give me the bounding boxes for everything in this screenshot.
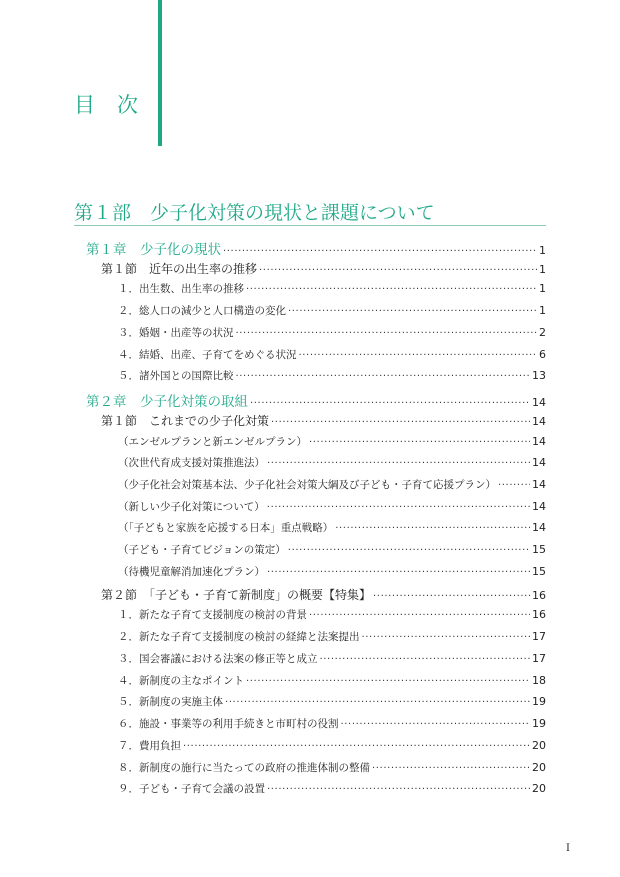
dot-leader	[267, 458, 530, 469]
toc-entry-title: ２．総人口の減少と人口構造の変化	[118, 305, 286, 318]
toc-entry-title: 第１章 少子化の現状	[86, 242, 221, 258]
toc-page-number: 14	[532, 456, 546, 470]
dot-leader	[320, 654, 531, 665]
toc-item-row[interactable]	[118, 673, 546, 688]
toc-entry-title: １．新たな子育て支援制度の検討の背景	[118, 609, 307, 622]
dot-leader	[335, 523, 530, 534]
dot-leader	[267, 502, 530, 513]
toc-item-row[interactable]	[118, 347, 546, 362]
toc-entry-title: （待機児童解消加速化プラン）	[118, 565, 265, 578]
toc-entry-title: ７．費用負担	[118, 739, 181, 752]
toc-page-number: 16	[532, 588, 546, 602]
toc-entry-title: ８．新制度の施行に当たっての政府の推進体制の整備	[118, 761, 370, 774]
toc-entry-title: 第２章 少子化対策の取組	[86, 394, 248, 411]
toc-page-number: 19	[532, 695, 546, 709]
dot-leader	[288, 306, 537, 317]
dot-leader	[246, 676, 530, 687]
toc-item-row[interactable]	[118, 760, 546, 775]
toc-item-row[interactable]	[118, 455, 546, 470]
page-title-right: 次	[117, 93, 138, 117]
page-number: I	[566, 843, 570, 854]
toc-entry-title: （エンゼルプランと新エンゼルプラン）	[118, 435, 307, 448]
dot-leader	[236, 371, 531, 382]
toc-page-number: 17	[532, 630, 546, 644]
toc-entry-title: ５．新制度の実施主体	[118, 696, 223, 709]
dot-leader	[223, 246, 537, 257]
toc-entry-title: ５．諸外国との国際比較	[118, 370, 234, 383]
toc-item-row[interactable]	[118, 629, 546, 644]
toc-page-number: 17	[532, 651, 546, 665]
toc-page-number: 1	[539, 282, 546, 296]
toc-page-number: 14	[532, 478, 546, 492]
dot-leader	[362, 632, 531, 643]
dot-leader	[267, 784, 530, 795]
toc-page-number: 14	[532, 414, 546, 428]
dot-leader	[373, 591, 530, 602]
dot-leader	[236, 328, 538, 339]
toc-entry-title: ３．国会審議における法案の修正等と成立	[118, 652, 318, 665]
toc-section-row[interactable]	[101, 586, 546, 603]
toc-page-number: 6	[539, 347, 546, 361]
dot-leader	[250, 398, 530, 409]
toc-entry-title: ６．施設・事業等の利用手続きと市町村の役割	[118, 718, 339, 731]
dot-leader	[341, 719, 531, 730]
dot-leader	[225, 697, 530, 708]
toc-page-number: 14	[532, 396, 546, 410]
toc-item-row[interactable]	[118, 607, 546, 622]
toc-entry-title: （新しい少子化対策について）	[118, 500, 265, 513]
toc-page-number: 1	[539, 262, 546, 276]
dot-leader	[183, 741, 530, 752]
toc-entry-title: （少子化社会対策基本法、少子化社会対策大綱及び子ども・子育て応援プラン）	[118, 479, 496, 492]
toc-entry-title: 第２節 「子ども・子育て新制度」の概要【特集】	[101, 587, 372, 602]
toc-entry-title: ３．婚姻・出産等の状況	[118, 326, 234, 339]
toc-entry-title: 第１節 これまでの少子化対策	[101, 413, 270, 428]
dot-leader	[309, 437, 530, 448]
toc-page-number: 14	[532, 434, 546, 448]
toc-section-row[interactable]	[101, 260, 546, 277]
part-heading: 第１部 少子化対策の現状と課題について	[74, 202, 435, 224]
toc-item-row[interactable]	[118, 434, 546, 449]
toc-item-row[interactable]	[118, 520, 546, 535]
toc-item-row[interactable]	[118, 477, 546, 492]
dot-leader	[267, 567, 530, 578]
toc-page-number: 2	[539, 325, 546, 339]
toc-page-number: 20	[532, 738, 546, 752]
dot-leader	[259, 265, 537, 276]
toc-item-row[interactable]	[118, 281, 546, 296]
dot-leader	[271, 417, 530, 428]
toc-chapter-row[interactable]	[86, 390, 546, 410]
toc-page-number: 18	[532, 673, 546, 687]
toc-page-number: 1	[539, 244, 546, 257]
toc-entry-title: ４．結婚、出産、子育てをめぐる状況	[118, 348, 297, 361]
toc-item-row[interactable]	[118, 499, 546, 514]
toc-page-number: 20	[532, 760, 546, 774]
toc-page-number: 16	[532, 608, 546, 622]
toc-entry-title: ２．新たな子育て支援制度の検討の経緯と法案提出	[118, 631, 360, 644]
toc-item-row[interactable]	[118, 694, 546, 709]
page-title	[74, 89, 138, 119]
toc-page-number: 15	[532, 564, 546, 578]
toc-entry-title: （子ども・子育てビジョンの策定）	[118, 544, 286, 557]
toc-page-number: 19	[532, 717, 546, 731]
toc-entry-title: ４．新制度の主なポイント	[118, 674, 244, 687]
toc-item-row[interactable]	[118, 738, 546, 753]
toc-page-number: 14	[532, 499, 546, 513]
toc-item-row[interactable]	[118, 716, 546, 731]
toc-section-row[interactable]	[101, 412, 546, 429]
toc-item-row[interactable]	[118, 781, 546, 796]
dot-leader	[372, 763, 530, 774]
title-accent-line	[158, 0, 162, 146]
toc-item-row[interactable]	[118, 303, 546, 318]
toc-entry-title: （「子どもと家族を応援する日本」重点戦略）	[118, 522, 334, 535]
toc-item-row[interactable]	[118, 564, 546, 579]
toc-item-row[interactable]	[118, 325, 546, 340]
dot-leader	[246, 284, 537, 295]
toc-page-number: 13	[532, 369, 546, 383]
dot-leader	[498, 480, 530, 491]
toc-page-number: 15	[532, 543, 546, 557]
dot-leader	[288, 545, 530, 556]
toc-page-number: 14	[532, 521, 546, 535]
toc-chapter-row[interactable]	[86, 238, 546, 258]
dot-leader	[309, 610, 530, 621]
page-title-left: 目	[74, 93, 95, 117]
toc-entry-title: ９．子ども・子育て会議の設置	[118, 783, 265, 796]
dot-leader	[299, 350, 538, 361]
toc-entry-title: 第１節 近年の出生率の推移	[101, 261, 258, 276]
toc-page-number: 20	[532, 782, 546, 796]
toc-page-number: 1	[539, 304, 546, 318]
toc-item-row[interactable]	[118, 651, 546, 666]
toc-entry-title: （次世代育成支援対策推進法）	[118, 457, 265, 470]
toc-item-row[interactable]	[118, 542, 546, 557]
toc-entry-title: １．出生数、出生率の推移	[118, 283, 244, 296]
toc-item-row[interactable]	[118, 368, 546, 383]
part-heading-rule	[74, 225, 546, 226]
